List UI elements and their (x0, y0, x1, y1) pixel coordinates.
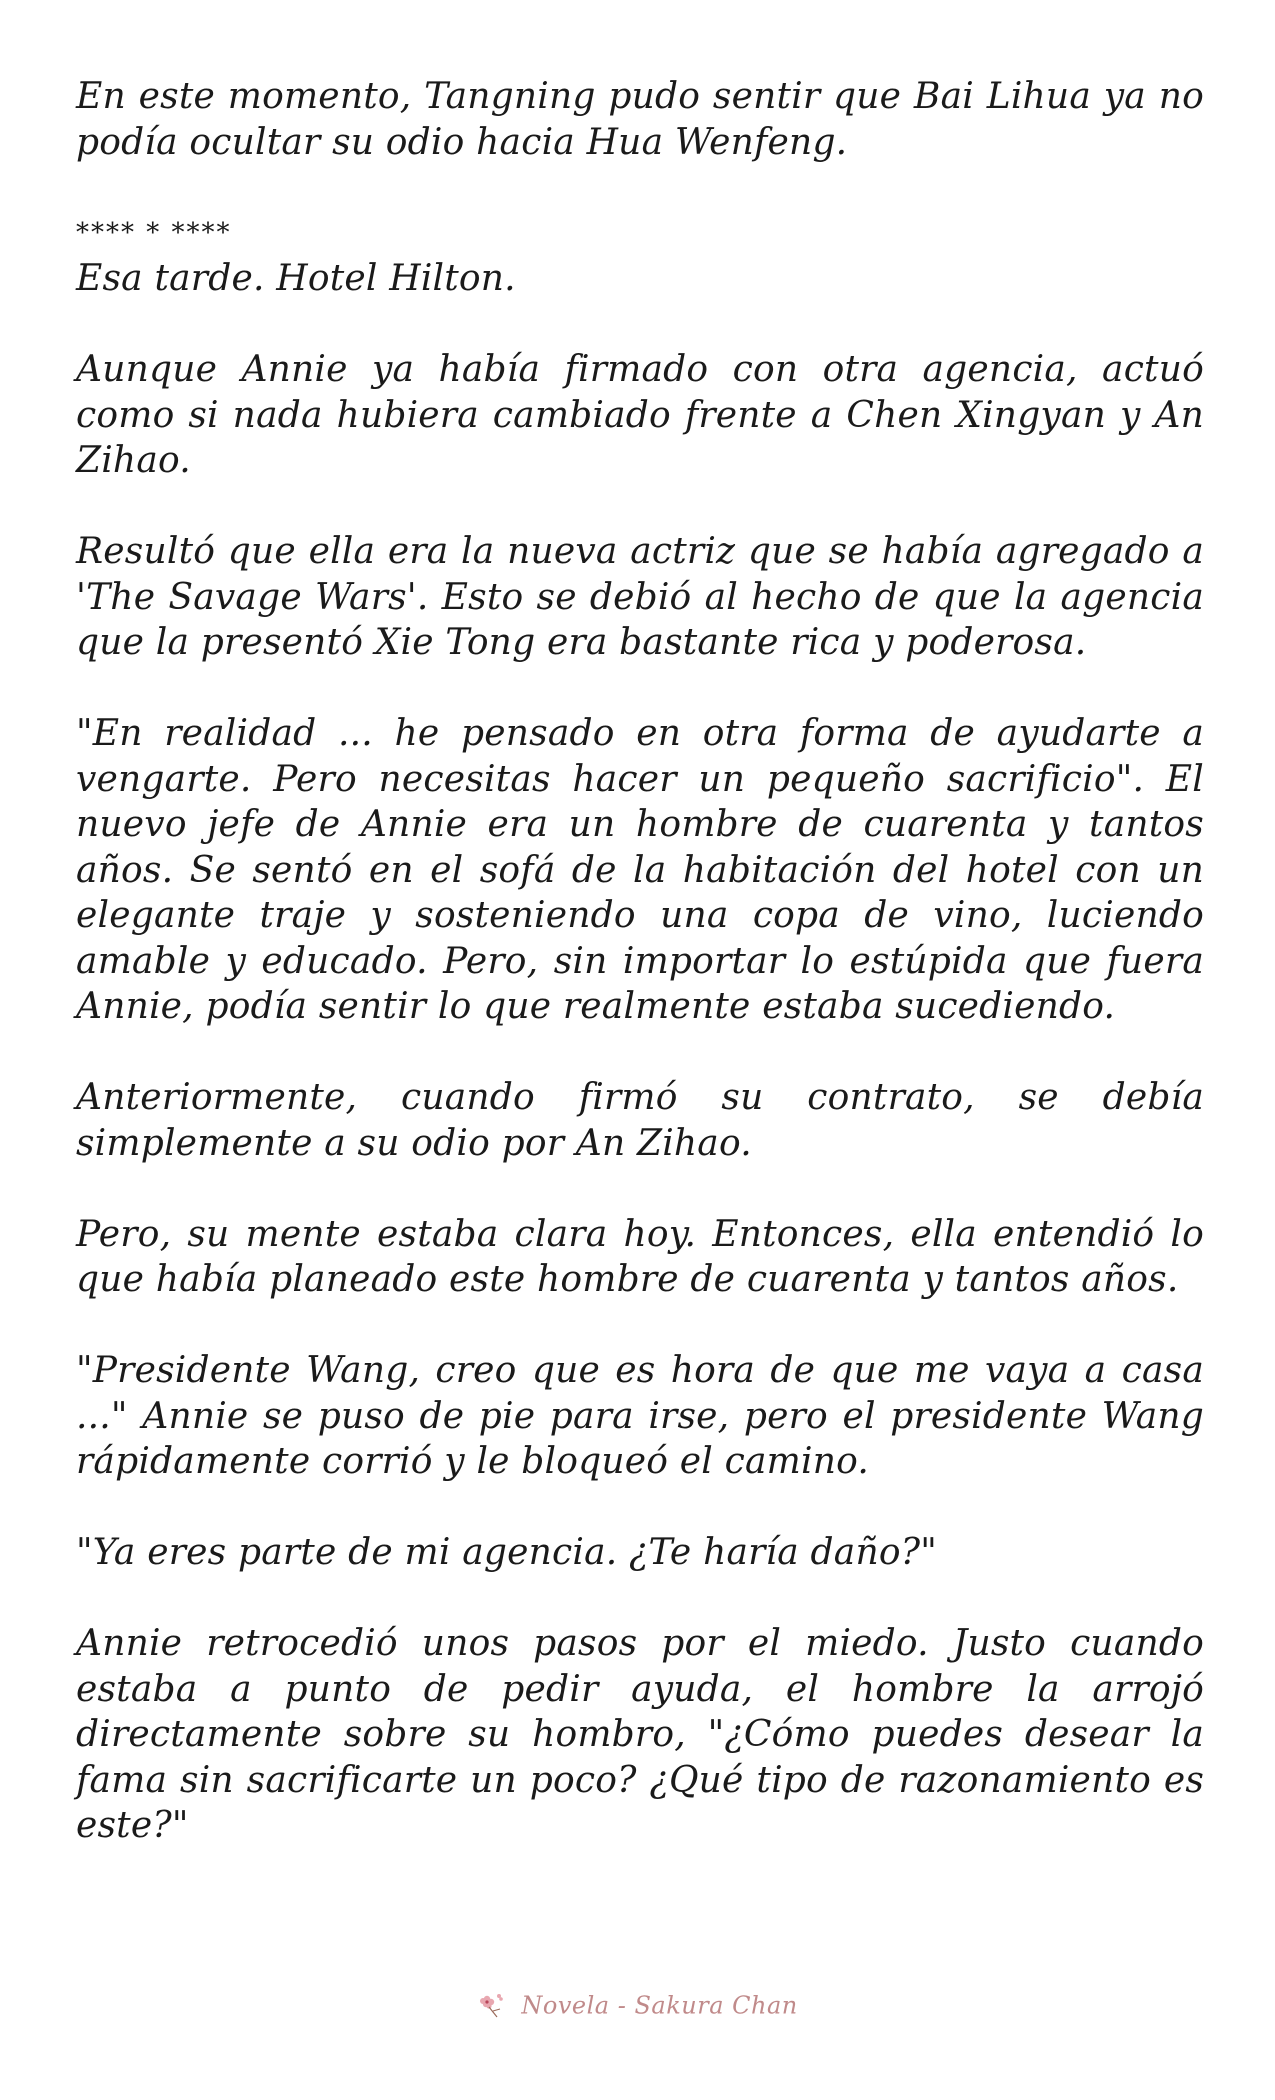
paragraph: Annie retrocedió unos pasos por el miedo. Justo cuando estaba a punto de pedir ayuda, el hombre la arrojó directamente sobre su hombro, "¿Cómo puedes desear la fama sin sacrificarte un poco? ¿Qué tipo de razonamiento es este?" (76, 1623, 1204, 1846)
scene-separator: **** * **** (76, 217, 232, 248)
paragraph: "Ya eres parte de mi agencia. ¿Te haría daño?" (76, 1532, 937, 1573)
paragraph: "Presidente Wang, creo que es hora de que me vaya a casa ..." Annie se puso de pie para irse, pero el presidente Wang rápidamente corrió y le bloqueó el camino. (76, 1350, 1204, 1482)
footer-watermark (0, 1990, 1275, 2021)
paragraph: Esa tarde. Hotel Hilton. (76, 258, 516, 299)
document-body (76, 74, 1204, 1849)
footer-text: Novela - Sakura Chan (521, 1991, 798, 2020)
paragraph: Aunque Annie ya había firmado con otra agencia, actuó como si nada hubiera cambiado frente a Chen Xingyan y An Zihao. (76, 349, 1204, 481)
paragraph: Resultó que ella era la nueva actriz que se había agregado a 'The Savage Wars'. Esto se debió al hecho de que la agencia que la presentó Xie Tong era bastante rica y poderosa. (76, 531, 1204, 663)
paragraph: En este momento, Tangning pudo sentir que Bai Lihua ya no podía ocultar su odio hacia Hua Wenfeng. (76, 76, 1204, 163)
paragraph: "En realidad ... he pensado en otra forma de ayudarte a vengarte. Pero necesitas hacer un pequeño sacrificio". El nuevo jefe de Annie era un hombre de cuarenta y tantos años. Se sentó en el sofá de la habitación del hotel con un elegante traje y sosteniendo una copa de vino, luciendo amable y educado. Pero, sin importar lo estúpida que fuera Annie, podía sentir lo que realmente estaba sucediendo. (76, 713, 1204, 1027)
sakura-flower-icon (477, 1991, 507, 2021)
paragraph: Pero, su mente estaba clara hoy. Entonces, ella entendió lo que había planeado este hombre de cuarenta y tantos años. (76, 1213, 1204, 1300)
paragraph: Anteriormente, cuando firmó su contrato, se debía simplemente a su odio por An Zihao. (76, 1077, 1204, 1164)
